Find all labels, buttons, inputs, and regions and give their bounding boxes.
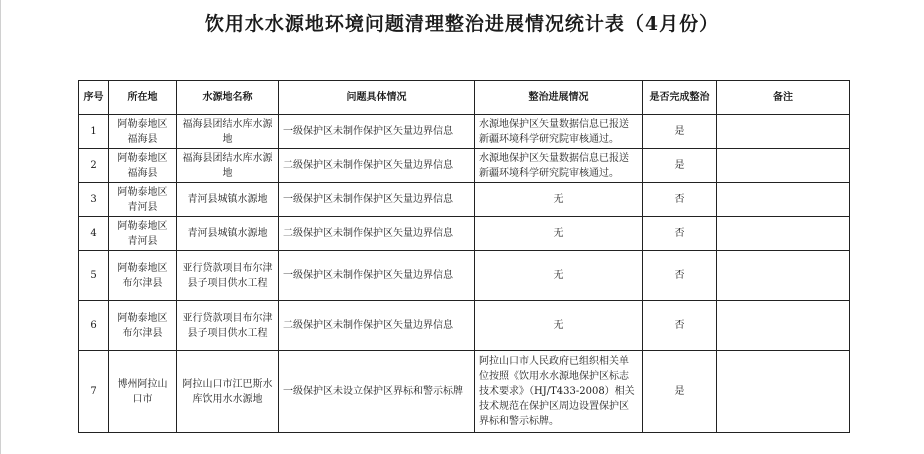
cell-problem: 一级保护区未制作保护区矢量边界信息 [279,183,475,217]
cell-source-name: 亚行贷款项目布尔津县子项目供水工程 [177,251,279,301]
cell-completed: 是 [643,351,717,433]
cell-remarks [717,149,850,183]
page-title: 饮用水水源地环境问题清理整治进展情况统计表（4月份） [204,13,720,35]
cell-location: 阿勒泰地区福海县 [109,115,177,149]
cell-location: 博州阿拉山口市 [109,351,177,433]
cell-seq: 7 [79,351,109,433]
header-completed: 是否完成整治 [643,81,717,115]
table-row [79,301,850,351]
cell-location: 阿勒泰地区福海县 [109,149,177,183]
cell-completed: 是 [643,115,717,149]
cell-remarks [717,217,850,251]
cell-progress: 水源地保护区矢量数据信息已报送新疆环境科学研究院审核通过。 [475,115,643,149]
cell-source-name: 亚行贷款项目布尔津县子项目供水工程 [177,301,279,351]
cell-completed: 否 [643,251,717,301]
cell-progress: 无 [475,301,643,351]
header-source-name: 水源地名称 [177,81,279,115]
cell-remarks [717,251,850,301]
page-edge [0,0,1,454]
cell-location: 阿勒泰地区青河县 [109,183,177,217]
cell-progress: 阿拉山口市人民政府已组织相关单位按照《饮用水水源地保护区标志技术要求》（HJ/T433-2008）相关技术规范在保护区周边设置保护区界标和警示标牌。 [475,351,643,433]
header-progress: 整治进展情况 [475,81,643,115]
table-row [79,251,850,301]
header-remarks: 备注 [717,81,850,115]
cell-source-name: 福海县团结水库水源地 [177,149,279,183]
cell-seq: 3 [79,183,109,217]
cell-location: 阿勒泰地区布尔津县 [109,251,177,301]
cell-progress: 无 [475,217,643,251]
cell-completed: 是 [643,149,717,183]
cell-problem: 一级保护区未设立保护区界标和警示标牌 [279,351,475,433]
header-seq: 序号 [79,81,109,115]
cell-remarks [717,183,850,217]
cell-source-name: 青河县城镇水源地 [177,217,279,251]
cell-progress: 无 [475,251,643,301]
statistics-table [78,80,850,433]
cell-problem: 二级保护区未制作保护区矢量边界信息 [279,149,475,183]
cell-location: 阿勒泰地区青河县 [109,217,177,251]
cell-remarks [717,115,850,149]
table-row [79,149,850,183]
cell-problem: 二级保护区未制作保护区矢量边界信息 [279,217,475,251]
cell-seq: 6 [79,301,109,351]
cell-seq: 5 [79,251,109,301]
table-header-row [79,81,850,115]
cell-source-name: 福海县团结水库水源地 [177,115,279,149]
header-problem: 问题具体情况 [279,81,475,115]
cell-seq: 4 [79,217,109,251]
table-row [79,183,850,217]
cell-location: 阿勒泰地区布尔津县 [109,301,177,351]
cell-source-name: 青河县城镇水源地 [177,183,279,217]
cell-completed: 否 [643,301,717,351]
cell-remarks [717,301,850,351]
cell-seq: 2 [79,149,109,183]
cell-progress: 水源地保护区矢量数据信息已报送新疆环境科学研究院审核通过。 [475,149,643,183]
cell-progress: 无 [475,183,643,217]
cell-remarks [717,351,850,433]
cell-seq: 1 [79,115,109,149]
header-location: 所在地 [109,81,177,115]
cell-completed: 否 [643,217,717,251]
cell-problem: 一级保护区未制作保护区矢量边界信息 [279,251,475,301]
table-row [79,351,850,433]
cell-source-name: 阿拉山口市江巴斯水库饮用水水源地 [177,351,279,433]
cell-problem: 一级保护区未制作保护区矢量边界信息 [279,115,475,149]
table-row [79,115,850,149]
cell-problem: 二级保护区未制作保护区矢量边界信息 [279,301,475,351]
cell-completed: 否 [643,183,717,217]
table-row [79,217,850,251]
